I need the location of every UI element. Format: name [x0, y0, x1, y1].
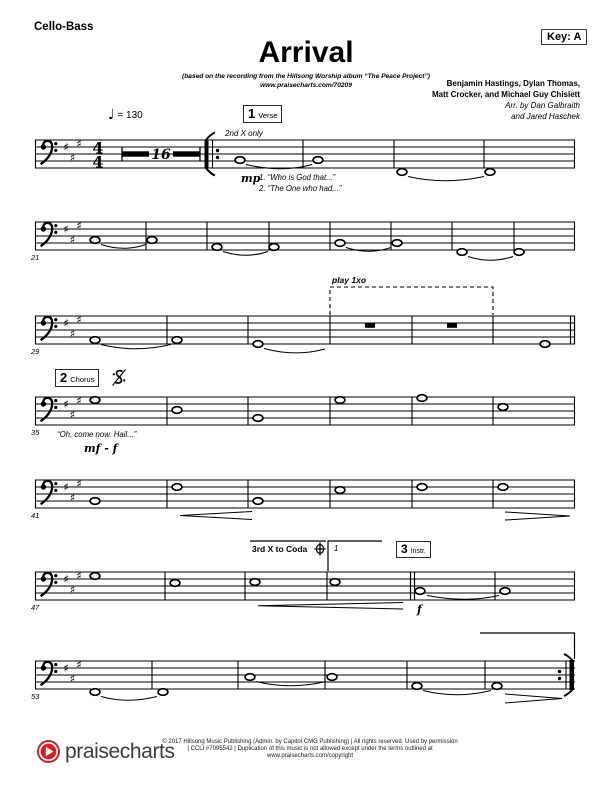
rehearsal-number: 1 [248, 106, 256, 121]
whole-note [457, 249, 467, 256]
whole-note [335, 397, 345, 404]
staff-lines [35, 222, 575, 250]
lyric-cue: 2. “The One who had...” [259, 184, 342, 193]
staff-system-5 [31, 477, 575, 521]
copyright-notice [140, 739, 480, 760]
whole-note [90, 689, 100, 696]
whole-note [417, 395, 427, 402]
lyric-cue: “Oh, come now. Hail...” [57, 430, 137, 439]
play-1x-bracket [330, 287, 493, 315]
part-name: Cello-Bass [34, 21, 94, 33]
lyric-cue: 1. “Who is God that...” [259, 173, 336, 182]
multirest-count: 16 [151, 147, 171, 163]
measure-number: 21 [31, 253, 40, 262]
key-signature [63, 219, 82, 247]
whole-note [90, 498, 100, 505]
measure-number: 29 [31, 347, 40, 356]
time-signature [92, 139, 103, 172]
svg-text:♯: ♯ [69, 671, 76, 686]
rehearsal-label: Verse [258, 111, 278, 120]
arranger-line-1: Arr. by Dan Galbraith [505, 101, 580, 110]
whole-rest [365, 323, 375, 328]
whole-note [250, 579, 260, 586]
crescendo-hairpin [180, 512, 252, 520]
whole-note [415, 588, 425, 595]
song-title: Arrival [258, 36, 354, 69]
staff-system-1 [35, 129, 575, 193]
volta-number: 1 [334, 544, 339, 553]
whole-note [392, 240, 402, 247]
whole-note [253, 415, 263, 422]
whole-note [540, 341, 550, 348]
whole-note [514, 249, 524, 256]
svg-text:♯: ♯ [69, 326, 76, 341]
key-signature [63, 394, 82, 422]
whole-note [90, 573, 100, 580]
whole-note [330, 579, 340, 586]
whole-note [485, 169, 495, 176]
praisecharts-logo-icon [36, 739, 61, 764]
composers-line-2: Matt Crocker, and Michael Guy Chislett [431, 89, 580, 99]
svg-text:♯: ♯ [76, 136, 82, 151]
key-signature [63, 569, 82, 597]
copyright-line-3: www.praisecharts.com/copyright [266, 753, 354, 759]
whole-note [313, 157, 323, 164]
copyright-line-2: | CCLI #7095542 | Duplication of this music is not allowed except under the terms outlined at [187, 746, 433, 752]
svg-text:♯: ♯ [69, 407, 76, 422]
dynamic-mp: mp [241, 172, 261, 185]
direction-second-time-only: 2nd X only [225, 129, 263, 138]
svg-text:4: 4 [92, 152, 104, 172]
quarter-note-icon: ♩ [108, 107, 115, 123]
whole-note [335, 240, 345, 247]
svg-text:♯: ♯ [63, 316, 69, 330]
whole-note [212, 244, 222, 251]
tie [408, 177, 484, 181]
tie [427, 596, 499, 600]
whole-note [235, 157, 245, 164]
whole-note [147, 237, 157, 244]
key-badge: Key: A [541, 29, 587, 45]
staff-system-4 [31, 370, 575, 456]
copyright-line-1: © 2017 Hillsong Music Publishing (Admin. by Capitol CMG Publishing) | All rights reserved. Used by permission [162, 739, 458, 745]
svg-text:♯: ♯ [76, 312, 82, 327]
staff-lines [35, 316, 575, 344]
whole-note [269, 244, 279, 251]
let-ring-tie [264, 349, 325, 353]
svg-text:♯: ♯ [63, 572, 69, 586]
volta-1-bracket [328, 541, 382, 571]
volta-1-end-bracket [480, 633, 575, 659]
svg-text:♯: ♯ [69, 232, 76, 247]
whole-note [253, 341, 263, 348]
tie [101, 697, 157, 701]
whole-note [172, 337, 182, 344]
svg-text:♯: ♯ [76, 657, 82, 672]
decrescendo-hairpin [505, 694, 562, 703]
svg-text:♯: ♯ [69, 150, 76, 165]
tempo-value: = 130 [117, 110, 143, 121]
whole-note [172, 484, 182, 491]
key-signature [63, 313, 82, 341]
whole-note [172, 407, 182, 414]
crescendo-hairpin [258, 603, 403, 610]
staff-lines [35, 480, 575, 508]
whole-note [492, 683, 502, 690]
staff-system-3 [30, 275, 575, 356]
composers-line-1: Benjamin Hastings, Dylan Thomas, [446, 79, 580, 88]
brand-name: praisecharts [65, 739, 175, 763]
svg-text:♯: ♯ [63, 222, 69, 236]
measure-number: 35 [31, 428, 40, 437]
arranger-line-2: and Jared Haschek [511, 111, 580, 121]
whole-note [327, 674, 337, 681]
coda-icon [314, 542, 325, 555]
tie [101, 245, 146, 249]
album-reference: (based on the recording from the Hillsong Worship album “The Peace Project”) [182, 73, 430, 80]
whole-note [245, 674, 255, 681]
key-signature [63, 477, 82, 505]
svg-text:♯: ♯ [63, 397, 69, 411]
svg-text:♯: ♯ [76, 568, 82, 583]
whole-rest [447, 323, 457, 328]
dynamic-mf-f: mf - f [84, 442, 118, 455]
svg-text:♯: ♯ [69, 490, 76, 505]
whole-note [498, 404, 508, 411]
staff-system-7 [31, 633, 575, 703]
whole-note [498, 484, 508, 491]
staff-lines [35, 572, 575, 600]
measure-number: 53 [31, 692, 40, 701]
svg-text:♯: ♯ [69, 582, 76, 597]
whole-note [90, 237, 100, 244]
whole-note [397, 169, 407, 176]
whole-note [158, 689, 168, 696]
svg-text:♯: ♯ [63, 661, 69, 675]
whole-note [500, 588, 510, 595]
tie [101, 345, 171, 349]
svg-text:♯: ♯ [76, 218, 82, 233]
svg-text:♯: ♯ [63, 140, 69, 154]
staff-system-6 [31, 541, 575, 616]
svg-text:♯: ♯ [76, 393, 82, 408]
direction-to-coda: 3rd X to Coda [252, 544, 308, 554]
rehearsal-label: Instr. [410, 548, 426, 555]
whole-note [335, 487, 345, 494]
dynamic-f: f [417, 603, 422, 616]
segno-icon [113, 370, 126, 386]
rehearsal-number: 2 [60, 370, 68, 385]
whole-note [417, 484, 427, 491]
song-url: www.praisecharts.com/70209 [260, 81, 352, 89]
whole-note [253, 498, 263, 505]
measure-number: 47 [31, 603, 40, 612]
measure-number: 41 [31, 511, 40, 520]
svg-text:♯: ♯ [63, 480, 69, 494]
staff-system-2 [30, 219, 575, 263]
key-signature [63, 658, 82, 686]
key-signature [63, 137, 82, 165]
svg-text:4: 4 [92, 138, 104, 158]
tie [468, 257, 513, 261]
svg-text:♯: ♯ [76, 476, 82, 491]
tie [346, 248, 391, 252]
tie [423, 691, 491, 695]
staff-lines [35, 140, 575, 168]
whole-note [90, 397, 100, 404]
rehearsal-label: Chorus [70, 375, 95, 384]
direction-play-1x: play 1xo [332, 275, 367, 285]
decrescendo-hairpin [505, 512, 570, 520]
whole-note [412, 683, 422, 690]
whole-note [170, 580, 180, 587]
rehearsal-number: 3 [401, 542, 408, 556]
tie [223, 252, 268, 256]
staff-lines [35, 397, 575, 425]
whole-note [90, 337, 100, 344]
